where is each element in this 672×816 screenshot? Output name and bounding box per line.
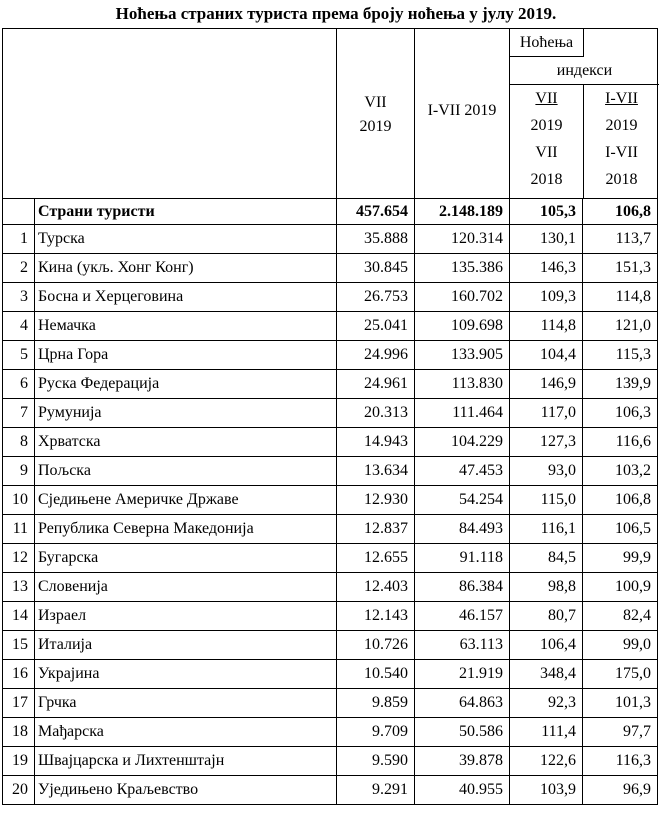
country-name: Немачка [35,312,337,341]
table-row [3,225,658,254]
country-name: Република Северна Македонија [35,515,337,544]
cumulative-value: 63.113 [415,631,510,660]
rank-cell: 18 [3,718,35,747]
header-indices-cell [510,29,658,199]
table-row [3,457,658,486]
table-row [3,602,658,631]
index-cumulative-value: 99,0 [583,631,658,660]
index-cumulative-value: 106,3 [583,399,658,428]
header-indices-label: индекси [510,57,659,85]
header-group-label: Ноћења [510,29,584,57]
total-row [3,199,658,225]
index-cumulative-value: 139,9 [583,370,658,399]
header-cumulative-label: I-VII 2019 [427,102,497,119]
idx-month-line4: 2018 [530,171,563,188]
index-month-value: 127,3 [510,428,583,457]
country-name: Турска [35,225,337,254]
cumulative-value: 160.702 [415,283,510,312]
index-month-value: 80,7 [510,602,583,631]
index-cumulative-value: 101,3 [583,689,658,718]
month-value: 12.403 [337,573,415,602]
country-name: Мађарска [35,718,337,747]
cumulative-value: 91.118 [415,544,510,573]
header-month-line2: 2019 [359,118,392,135]
country-name: Словенија [35,573,337,602]
total-month: 457.654 [337,199,415,225]
index-month-value: 93,0 [510,457,583,486]
rank-cell: 15 [3,631,35,660]
cumulative-value: 104.229 [415,428,510,457]
total-rank-cell [3,199,35,225]
tourist-nights-table [2,28,658,805]
month-value: 20.313 [337,399,415,428]
index-month-value: 130,1 [510,225,583,254]
idx-cumulative-line3: I-VII [605,144,638,161]
rank-cell: 10 [3,486,35,515]
table-row [3,486,658,515]
table-row [3,370,658,399]
country-name: Уједињено Краљевство [35,776,337,805]
month-value: 30.845 [337,254,415,283]
cumulative-value: 47.453 [415,457,510,486]
index-cumulative-value: 151,3 [583,254,658,283]
header-index-month [510,85,584,198]
month-value: 10.540 [337,660,415,689]
rank-cell: 17 [3,689,35,718]
table-row [3,515,658,544]
header-index-cumulative [584,85,659,198]
rank-cell: 7 [3,399,35,428]
country-name: Бугарска [35,544,337,573]
month-value: 12.655 [337,544,415,573]
index-cumulative-value: 114,8 [583,283,658,312]
index-month-value: 92,3 [510,689,583,718]
month-value: 25.041 [337,312,415,341]
table-row [3,660,658,689]
index-cumulative-value: 82,4 [583,602,658,631]
index-cumulative-value: 106,8 [583,486,658,515]
country-name: Босна и Херцеговина [35,283,337,312]
idx-month-line2: 2019 [530,117,563,134]
table-row [3,254,658,283]
index-month-value: 106,4 [510,631,583,660]
cumulative-value: 54.254 [415,486,510,515]
table-header-row [3,29,658,199]
rank-cell: 3 [3,283,35,312]
cumulative-value: 21.919 [415,660,510,689]
table-body [3,29,658,805]
month-value: 12.930 [337,486,415,515]
index-cumulative-value: 97,7 [583,718,658,747]
rank-cell: 13 [3,573,35,602]
idx-month-line3: VII [535,144,558,161]
table-row [3,312,658,341]
month-value: 26.753 [337,283,415,312]
rank-cell: 1 [3,225,35,254]
index-month-value: 146,3 [510,254,583,283]
country-name: Румунија [35,399,337,428]
cumulative-value: 50.586 [415,718,510,747]
cumulative-value: 84.493 [415,515,510,544]
month-value: 12.837 [337,515,415,544]
index-cumulative-value: 113,7 [583,225,658,254]
index-month-value: 109,3 [510,283,583,312]
idx-cumulative-line2: 2019 [605,117,638,134]
header-cumulative-cell [415,29,510,199]
cumulative-value: 40.955 [415,776,510,805]
table-row [3,718,658,747]
cumulative-value: 39.878 [415,747,510,776]
rank-cell: 6 [3,370,35,399]
month-value: 9.709 [337,718,415,747]
month-value: 24.996 [337,341,415,370]
country-name: Израел [35,602,337,631]
table-row [3,689,658,718]
month-value: 10.726 [337,631,415,660]
total-cumulative: 2.148.189 [415,199,510,225]
cumulative-value: 113.830 [415,370,510,399]
header-blank-cell [3,29,337,199]
cumulative-value: 109.698 [415,312,510,341]
cumulative-value: 120.314 [415,225,510,254]
table-row [3,283,658,312]
index-month-value: 117,0 [510,399,583,428]
cumulative-value: 133.905 [415,341,510,370]
index-month-value: 98,8 [510,573,583,602]
total-label: Страни туристи [35,199,337,225]
country-name: Кина (укљ. Хонг Конг) [35,254,337,283]
country-name: Руска Федерација [35,370,337,399]
index-cumulative-value: 100,9 [583,573,658,602]
header-month-line1: VII [364,94,387,111]
index-month-value: 104,4 [510,341,583,370]
rank-cell: 14 [3,602,35,631]
index-cumulative-value: 106,5 [583,515,658,544]
index-month-value: 146,9 [510,370,583,399]
month-value: 35.888 [337,225,415,254]
index-month-value: 348,4 [510,660,583,689]
table-row [3,428,658,457]
country-name: Швајцарска и Лихтенштајн [35,747,337,776]
index-cumulative-value: 96,9 [583,776,658,805]
cumulative-value: 64.863 [415,689,510,718]
index-cumulative-value: 99,9 [583,544,658,573]
index-cumulative-value: 116,3 [583,747,658,776]
total-idx-month: 105,3 [510,199,583,225]
index-month-value: 84,5 [510,544,583,573]
index-cumulative-value: 175,0 [583,660,658,689]
cumulative-value: 86.384 [415,573,510,602]
index-cumulative-value: 121,0 [583,312,658,341]
rank-cell: 9 [3,457,35,486]
rank-cell: 11 [3,515,35,544]
rank-cell: 20 [3,776,35,805]
rank-cell: 8 [3,428,35,457]
index-month-value: 111,4 [510,718,583,747]
month-value: 9.859 [337,689,415,718]
table-row [3,544,658,573]
rank-cell: 4 [3,312,35,341]
table-row [3,631,658,660]
index-month-value: 103,9 [510,776,583,805]
month-value: 13.634 [337,457,415,486]
country-name: Црна Гора [35,341,337,370]
header-month-cell [337,29,415,199]
index-cumulative-value: 116,6 [583,428,658,457]
idx-month-line1: VII [535,90,558,107]
table-row [3,341,658,370]
cumulative-value: 111.464 [415,399,510,428]
index-month-value: 122,6 [510,747,583,776]
idx-cumulative-line4: 2018 [605,171,638,188]
page-title: Ноћења страних туриста према броју ноћења у јулу 2019. [115,4,557,23]
rank-cell: 16 [3,660,35,689]
month-value: 9.590 [337,747,415,776]
month-value: 24.961 [337,370,415,399]
idx-cumulative-line1: I-VII [605,90,638,107]
month-value: 9.291 [337,776,415,805]
country-name: Сједињене Америчке Државе [35,486,337,515]
country-name: Хрватска [35,428,337,457]
country-name: Украјина [35,660,337,689]
table-row [3,573,658,602]
country-name: Пољска [35,457,337,486]
index-cumulative-value: 115,3 [583,341,658,370]
table-row [3,747,658,776]
rank-cell: 2 [3,254,35,283]
month-value: 14.943 [337,428,415,457]
index-cumulative-value: 103,2 [583,457,658,486]
index-month-value: 115,0 [510,486,583,515]
country-name: Грчка [35,689,337,718]
cumulative-value: 46.157 [415,602,510,631]
rank-cell: 5 [3,341,35,370]
index-month-value: 116,1 [510,515,583,544]
rank-cell: 12 [3,544,35,573]
total-idx-cumulative: 106,8 [583,199,658,225]
index-month-value: 114,8 [510,312,583,341]
country-name: Италија [35,631,337,660]
cumulative-value: 135.386 [415,254,510,283]
rank-cell: 19 [3,747,35,776]
table-row [3,399,658,428]
table-row [3,776,658,805]
month-value: 12.143 [337,602,415,631]
